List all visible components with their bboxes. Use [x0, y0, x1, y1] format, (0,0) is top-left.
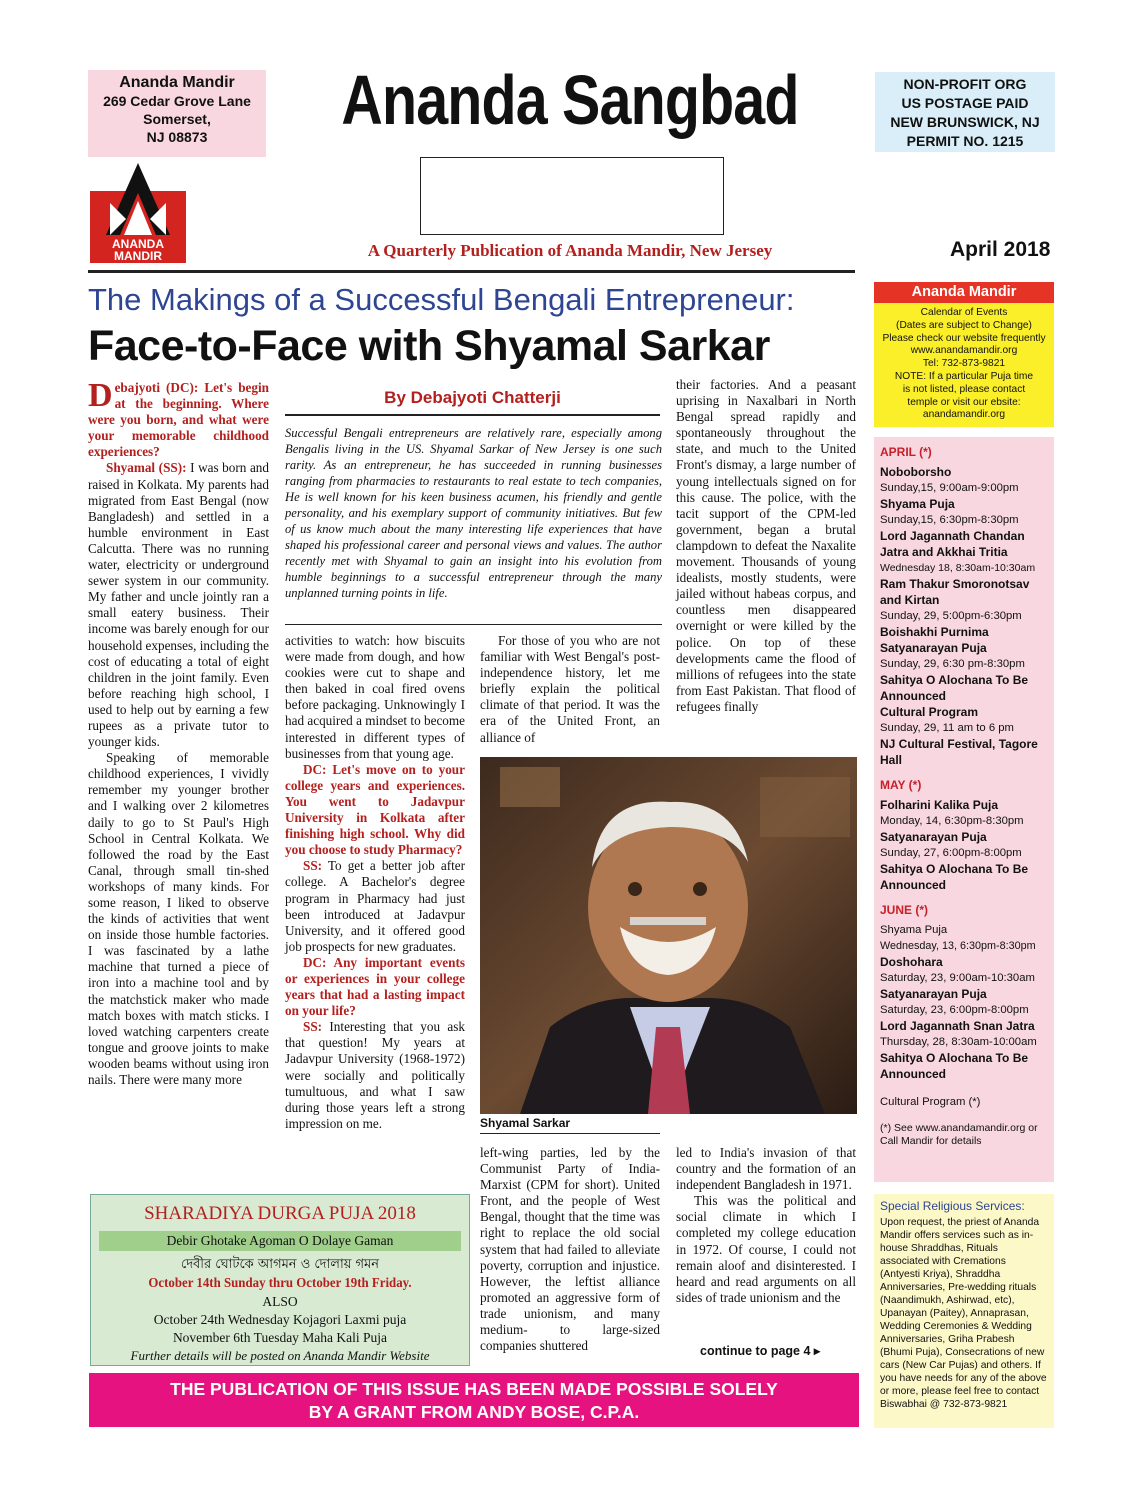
- event-time: Shyama Puja: [880, 924, 948, 936]
- tagline: A Quarterly Publication of Ananda Mandir, New Jersey: [367, 241, 773, 260]
- month-heading: JUNE (*): [880, 903, 929, 917]
- durga-puja-box: [90, 1194, 470, 1366]
- event-name: NJ Cultural Festival, Tagore Hall: [880, 737, 1038, 767]
- answer-text: I was born and raised in Kolkata. My parents had migrated from East Bengal (now Bangladesh) and settled in a humble environment in East Calcutta. There was no running water, electricity or underground sewer system in our community. My father and uncle jointly ran a small eatery business. Their income was barely enough for our household expenses, including the cost of educating a total of eight children in the joint family. Even before reaching high school, I used to help out by earning a few rupees as a private tutor to younger kids.: [88, 460, 269, 750]
- continue-label: continue to page 4: [700, 1344, 811, 1358]
- right-arrow-icon: ▸: [813, 1344, 821, 1358]
- postage-line: US POSTAGE PAID: [901, 95, 1029, 111]
- info-line: Tel: 732-873-9821: [922, 358, 1006, 370]
- event-name: Cultural Program: [880, 705, 979, 719]
- answer-text: To get a better job after college. A Bachelor's degree program in Pharmacy had just been introduced at Jadavpur University, and it offered good job prospects for new graduates.: [285, 858, 465, 954]
- grant-line: BY A GRANT FROM ANDY BOSE, C.P.A.: [308, 1402, 640, 1422]
- photo-caption: Shyamal Sarkar: [480, 1116, 571, 1130]
- cultural-program: Cultural Program (*): [880, 1096, 981, 1108]
- info-line: www.anandamandir.org: [910, 345, 1018, 357]
- address-box: [88, 70, 266, 157]
- article-column-3-bottom: left-wing parties, led by the Communist Party of India-Marxist (CPM for short). United Front, and the people of West Bengal, thought that the time was right to replace the old social system that had failed to alleviate poverty, corruption and injustice. However, the leftist alliance promoted an aggressive form of trade unionism, and many medium- to large-sized companies shuttered: [480, 1145, 660, 1354]
- event-name: Sahitya O Alochana To Be Announced: [880, 673, 1029, 703]
- intro-paragraph: Successful Bengali entrepreneurs are relatively rare, especially among Bengalis living in the US. Shyamal Sarkar of New Jersey is one such rarity. As an entrepreneur, he has succeeded in running businesses ranging from pharmacies to restaurants to real estate to tech companies, He is well known for his keen business acumen, his friendly and gentle personality, and his exemplary support of community initiatives. But few of us know much about the many interesting life experiences that have shaped his professional career and personal views and values. The author recently met with Shyamal to gain an insight into his evolution from humble beginnings to a successful entrepreneur through the many unplanned turning points in life.: [285, 426, 662, 600]
- event-name: Lord Jagannath Snan Jatra: [880, 1019, 1035, 1033]
- event-name: Lord Jagannath Chandan Jatra and Akkhai Tritia: [880, 529, 1025, 559]
- event-time: Sunday, 29, 5:00pm-6:30pm: [880, 610, 1022, 622]
- article-column-2: [285, 633, 465, 1132]
- headline-kicker: The Makings of a Successful Bengali Entrepreneur:: [88, 282, 795, 317]
- sidebar-title: Ananda Mandir: [874, 282, 1054, 303]
- event-time: Wednesday 18, 8:30am-10:30am: [880, 562, 1036, 574]
- issue-date: April 2018: [950, 238, 1051, 261]
- sidebar-header: [874, 282, 1054, 427]
- event-name: Sahitya O Alochana To Be Announced: [880, 1051, 1029, 1081]
- answer-text: led to India's invasion of that country and the formation of an independent Bangladesh in 1971.: [676, 1145, 856, 1193]
- portrait-photo: [480, 757, 857, 1114]
- durga-subtitle: Debir Ghotake Agoman O Dolaye Gaman: [99, 1231, 461, 1251]
- info-line: Calendar of Events: [920, 307, 1008, 318]
- info-line: NOTE: If a particular Puja time: [894, 370, 1034, 382]
- special-title: Special Religious Services:: [880, 1199, 1025, 1213]
- question: DC: Any important events or experiences in your college years that had a lasting impact on your life?: [285, 954, 465, 1019]
- grant-banner: [89, 1373, 859, 1427]
- event-time: Sunday,15, 6:30pm-8:30pm: [880, 514, 1019, 526]
- event-name: Folharini Kalika Puja: [880, 798, 999, 812]
- question: ebajyoti (DC): Let's begin at the beginning. Where were you born, and what were your memorable childhood experiences?: [88, 380, 269, 460]
- address-line: NJ 08873: [146, 129, 208, 145]
- durga-line: October 24th Wednesday Kojagori Laxmi puja: [153, 1312, 407, 1327]
- month-heading: APRIL (*): [880, 445, 932, 459]
- durga-dates: October 14th Sunday thru October 19th Friday.: [148, 1276, 412, 1291]
- event-name: Boishakhi Purnima Satyanarayan Puja: [880, 625, 989, 655]
- special-services-box: [874, 1194, 1054, 1428]
- special-contact: Biswabhai @ 732-873-9821: [880, 1399, 1008, 1410]
- byline: By Debajyoti Chatterji: [384, 388, 561, 407]
- event-time: Monday, 14, 6:30pm-8:30pm: [880, 815, 1024, 827]
- logo-text: ANANDA: [112, 237, 164, 251]
- durga-also: ALSO: [262, 1294, 298, 1309]
- info-line: (Dates are subject to Change): [896, 319, 1032, 331]
- mailing-label-box: [420, 157, 724, 235]
- sidebar-info: [874, 303, 1054, 427]
- header-rule: [88, 270, 855, 273]
- month-heading: MAY (*): [880, 778, 922, 792]
- logo-text: MANDIR: [114, 249, 162, 263]
- event-time: Saturday, 23, 9:00am-10:30am: [880, 972, 1035, 984]
- question: DC: Let's move on to your college years and experiences. You went to Jadavpur University in Kolkata after finishing high school. Why did you choose to study Pharmacy?: [285, 761, 465, 858]
- event-time: Saturday, 23, 6:00pm-8:00pm: [880, 1004, 1029, 1016]
- address-line: Somerset,: [143, 111, 211, 127]
- event-time: Sunday, 27, 6:00pm-8:00pm: [880, 847, 1022, 859]
- speaker-label: SS:: [303, 858, 323, 874]
- event-name: Ram Thakur Smoronotsav and Kirtan: [880, 577, 1030, 607]
- event-time: Sunday, 29, 6:30 pm-8:30pm: [880, 658, 1025, 670]
- durga-note: Further details will be posted on Ananda Mandir Website: [130, 1348, 430, 1363]
- event-name: Shyama Puja: [880, 497, 955, 511]
- ananda-mandir-logo: [90, 163, 186, 263]
- event-name: Satyanarayan Puja: [880, 830, 987, 844]
- event-name: Sahitya O Alochana To Be Announced: [880, 862, 1029, 892]
- byline-rule: [285, 414, 660, 416]
- postage-line: NON-PROFIT ORG: [903, 76, 1027, 92]
- event-time: Sunday,15, 9:00am-9:00pm: [880, 482, 1019, 494]
- postage-line: NEW BRUNSWICK, NJ: [890, 114, 1040, 130]
- info-line: Please check our website frequently: [882, 332, 1046, 344]
- answer-text: Speaking of memorable childhood experiences, I vividly remember my younger brother and I walking over 2 kilometres daily to go to St Paul's High School in Central Kolkata. We followed the road by the East Canal, through small tin-shed workshops of many kinds. For some reason, I liked to observe the kinds of activities that went on inside those humble factories. I was fascinated by a lathe machine that turned a piece of iron into a machine tool and by the matchstick maker who made match boxes with match sticks. I loved watching carpenters create tongue and groove joints to make wooden beams without using iron nails. There were many more: [88, 750, 269, 1088]
- info-line: is not listed, please contact: [902, 383, 1026, 395]
- caption-rule: [480, 1133, 660, 1134]
- footnote: (*) See www.anandamandir.org or Call Mandir for details: [880, 1122, 1038, 1147]
- continue-link[interactable]: [700, 1343, 820, 1358]
- special-text: Upon request, the priest of Ananda Mandir offers services such as in-house Shraddhas, Rituals associated with Cremations (Antyesti Kriya), Shraddha Anniversaries, Pre-wedding rituals (Naandimukh, Ashirwad, etc), Upanayan (Paitey), Annaprasan, Wedding Ceremonies & Wedding Anniversaries, Griha Prabesh (Bhumi Puja), Consecrations of new cars (New Car Pujas) and others. If you have needs for any of the above or more, please feel free to contact: [880, 1217, 1047, 1397]
- article-column-1: [88, 377, 269, 1088]
- article-column-4-top: their factories. And a peasant uprising in Naxalbari in North Bengal spread rapidly and spontaneously throughout the state, and much to the United Front's dismay, a large number of young intellectuals signed on for this cause. The police, with the tacit support of the CPM-led government, began a brutal clampdown to defeat the Naxalite movement. Thousands of young idealists, mostly students, were jailed without habeas corpus, and countless men disappeared overnight or were killed by the police. On top of these developments came the flood of millions of refugees into the state from East Pakistan. That flood of refugees finally: [676, 377, 856, 714]
- address-line: 269 Cedar Grove Lane: [103, 93, 251, 109]
- grant-line: THE PUBLICATION OF THIS ISSUE HAS BEEN MADE POSSIBLE SOLELY: [170, 1379, 778, 1399]
- event-time: Wednesday, 13, 6:30pm-8:30pm: [880, 940, 1036, 952]
- speaker-label: SS:: [303, 1019, 323, 1035]
- answer-text: This was the political and social climate in which I completed my college education in 1972. Of course, I could not remain aloof and disinterested. I heard and read arguments on all sides of trade unionism and the: [676, 1193, 856, 1305]
- answer-text: activities to watch: how biscuits were made from dough, and how cookies were cut to shape and then baked in coal fired ovens before packaging. Unknowingly I had acquired a mindset to become interested in different types of businesses from that young age.: [285, 633, 465, 761]
- events-calendar: [874, 437, 1054, 1182]
- durga-title: SHARADIYA DURGA PUJA 2018: [144, 1203, 416, 1224]
- info-line: temple or visit our ebsite:: [907, 396, 1021, 408]
- intro-rule: [285, 624, 662, 625]
- event-name: Doshohara: [880, 955, 943, 969]
- address-line: Ananda Mandir: [119, 74, 235, 91]
- answer-text: Interesting that you ask that question! My years at Jadavpur University (1968-1972) were socially and politically tumultuous, and what I saw during those years left a strong impression on me.: [285, 1019, 465, 1131]
- event-name: Noboborsho: [880, 465, 952, 479]
- event-name: Satyanarayan Puja: [880, 987, 987, 1001]
- info-line: anandamandir.org: [922, 409, 1006, 421]
- event-time: Thursday, 28, 8:30am-10:00am: [880, 1036, 1037, 1048]
- postage-line: PERMIT NO. 1215: [906, 133, 1024, 149]
- durga-bengali: দেবীর ঘোটকে আগমন ও দোলায় গমন: [180, 1257, 380, 1272]
- speaker-label: Shyamal (SS):: [106, 460, 187, 476]
- event-time: Sunday, 29, 11 am to 6 pm: [880, 722, 1014, 734]
- postage-box: [875, 72, 1055, 152]
- durga-line: November 6th Tuesday Maha Kali Puja: [172, 1330, 388, 1345]
- masthead-title: Ananda Sangbad: [341, 61, 799, 139]
- article-column-4-bottom: [676, 1145, 856, 1306]
- article-column-3-top: For those of you who are not familiar with West Bengal's post-independence history, let me briefly explain the political climate of that period. It was the era of the United Front, an alliance of: [480, 633, 660, 745]
- headline-main: Face-to-Face with Shyamal Sarkar: [88, 322, 770, 370]
- drop-cap: D: [88, 377, 113, 414]
